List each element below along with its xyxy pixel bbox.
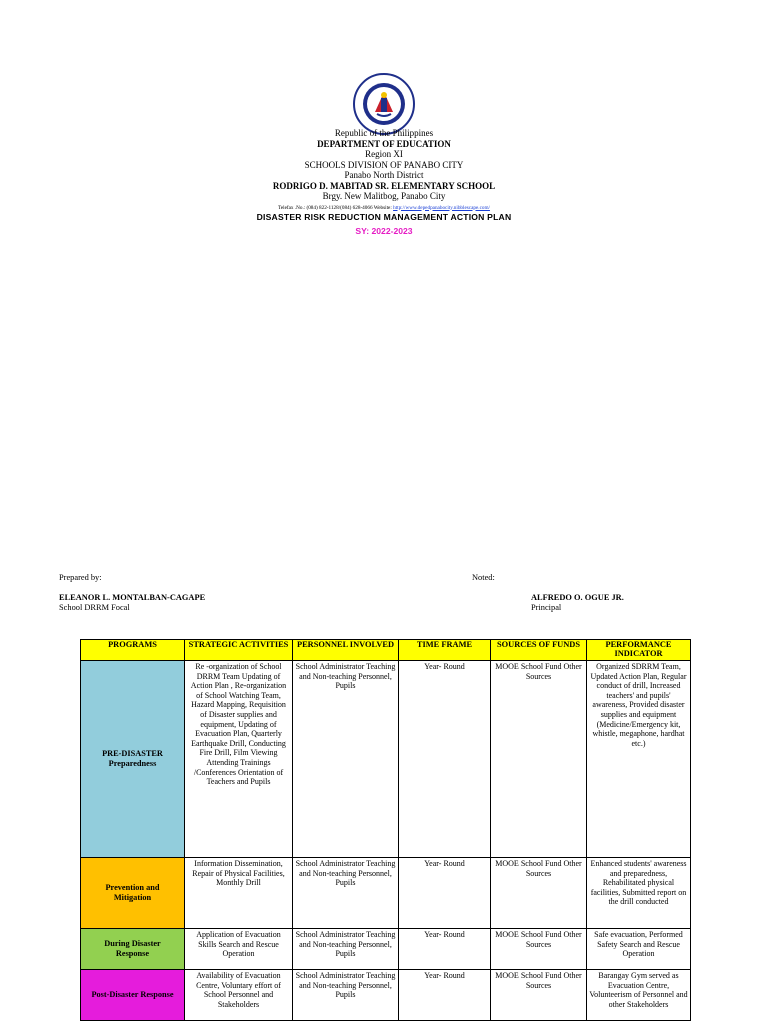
column-header: TIME FRAME bbox=[399, 640, 491, 661]
table-row bbox=[81, 970, 691, 1021]
personnel-cell: School Administrator Teaching and Non-teaching Personnel, Pupils bbox=[293, 858, 399, 929]
program-cell bbox=[81, 970, 185, 1021]
indicator-cell: Barangay Gym served as Evacuation Centre, Volunteerism of Personnel and other Stakeholders bbox=[587, 970, 691, 1021]
personnel-cell: School Administrator Teaching and Non-teaching Personnel, Pupils bbox=[293, 661, 399, 858]
indicator-cell: Enhanced students' awareness and preparedness, Rehabilitated physical facilities, Submitted report on the drill conducted bbox=[587, 858, 691, 929]
header-district: Panabo North District bbox=[344, 170, 424, 180]
header-school: RODRIGO D. MABITAD SR. ELEMENTARY SCHOOL bbox=[272, 180, 496, 191]
activities-cell: Availability of Evacuation Centre, Voluntary effort of School Personnel and Stakeholders bbox=[185, 970, 293, 1021]
letterhead bbox=[0, 72, 768, 212]
personnel-cell: School Administrator Teaching and Non-teaching Personnel, Pupils bbox=[293, 929, 399, 970]
header-department: DEPARTMENT OF EDUCATION bbox=[317, 138, 451, 149]
noted-title: Principal bbox=[531, 603, 562, 612]
table-row bbox=[81, 661, 691, 858]
header-address: Brgy. New Malitbog, Panabo City bbox=[322, 191, 446, 201]
indicator-cell: Safe evacuation, Performed Safety Search and Rescue Operation bbox=[587, 929, 691, 970]
header-republic: Republic of the Philippines bbox=[334, 128, 434, 138]
activities-cell: Re -organization of School DRRM Team Updating of Action Plan , Re-organization of School Watching Team, Hazard Mapping, Requisition of Disaster supplies and equipment, Updating of Evacuation Plan, Quarterly Earthquake Drill, Conducting Fire Drill, Film Viewing Attending Trainings /Conferences Orientation of Teachers and Pupils bbox=[185, 661, 293, 858]
school-year: SY: 2022-2023 bbox=[355, 226, 413, 236]
noted-name: ALFREDO O. OGUE JR. bbox=[531, 593, 624, 602]
header-division: SCHOOLS DIVISION OF PANABO CITY bbox=[304, 159, 464, 170]
table-row bbox=[81, 929, 691, 970]
funds-cell: MOOE School Fund Other Sources bbox=[491, 970, 587, 1021]
program-subname: Response bbox=[115, 949, 150, 958]
program-name: PRE-DISASTER bbox=[102, 749, 163, 759]
table-header-row bbox=[81, 640, 691, 661]
time-frame-cell: Year- Round bbox=[399, 858, 491, 929]
table-row bbox=[81, 858, 691, 929]
prepared-by-name: ELEANOR L. MONTALBAN-CAGAPE bbox=[59, 593, 206, 602]
header-region: Region XI bbox=[365, 149, 403, 159]
prepared-by-title: School DRRM Focal bbox=[59, 603, 130, 612]
program-cell bbox=[81, 858, 185, 929]
contact-text: Telefax .No.: (084) 822-1128/(084) 628-4066 Website: bbox=[278, 204, 394, 211]
activities-cell: Application of Evacuation Skills Search and Rescue Operation bbox=[185, 929, 293, 970]
program-cell bbox=[81, 661, 185, 858]
funds-cell: MOOE School Fund Other Sources bbox=[491, 929, 587, 970]
activities-cell: Information Dissemination, Repair of Physical Facilities, Monthly Drill bbox=[185, 858, 293, 929]
prepared-by-label: Prepared by: bbox=[59, 573, 102, 582]
funds-cell: MOOE School Fund Other Sources bbox=[491, 661, 587, 858]
program-cell bbox=[81, 929, 185, 970]
website-link[interactable]: http://www.depedpanabocity.nibblescape.com/ bbox=[393, 204, 490, 211]
indicator-cell: Organized SDRRM Team, Updated Action Plan, Regular conduct of drill, Increased teachers' and pupils' awareness, Provided disaster supplies and equipment (Medicine/Emergency kit, whistle, megaphone, hardhat etc.) bbox=[587, 661, 691, 858]
prepared-by-block bbox=[59, 593, 205, 613]
plan-title: DISASTER RISK REDUCTION MANAGEMENT ACTION PLAN bbox=[256, 212, 512, 222]
personnel-cell: School Administrator Teaching and Non-teaching Personnel, Pupils bbox=[293, 970, 399, 1021]
deped-seal-logo bbox=[352, 72, 416, 136]
column-header: SOURCES OF FUNDS bbox=[491, 640, 587, 661]
column-header: PERSONNEL INVOLVED bbox=[293, 640, 399, 661]
program-subname: Mitigation bbox=[113, 893, 152, 902]
noted-label: Noted: bbox=[472, 573, 495, 582]
noted-block bbox=[531, 593, 624, 613]
header-contact bbox=[0, 204, 768, 212]
program-subname: Preparedness bbox=[108, 759, 157, 768]
column-header: STRATEGIC ACTIVITIES bbox=[185, 640, 293, 661]
time-frame-cell: Year- Round bbox=[399, 661, 491, 858]
column-header: PERFORMANCE INDICATOR bbox=[587, 640, 691, 661]
time-frame-cell: Year- Round bbox=[399, 929, 491, 970]
time-frame-cell: Year- Round bbox=[399, 970, 491, 1021]
program-name: Post-Disaster Response bbox=[91, 990, 174, 1000]
column-header: PROGRAMS bbox=[81, 640, 185, 661]
action-plan-table bbox=[80, 639, 691, 1021]
program-name: Prevention and bbox=[105, 883, 160, 893]
funds-cell: MOOE School Fund Other Sources bbox=[491, 858, 587, 929]
program-name: During Disaster bbox=[104, 939, 161, 949]
